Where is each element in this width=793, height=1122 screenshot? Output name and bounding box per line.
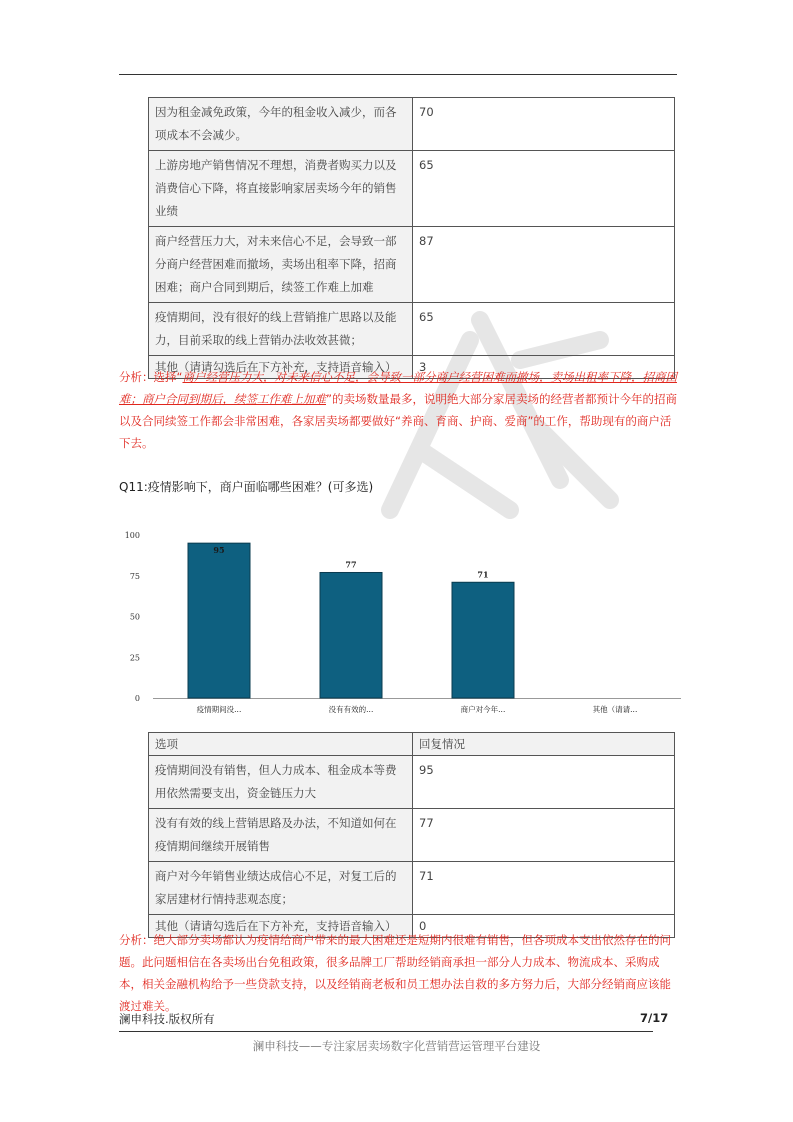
header-count: 回复情况 — [413, 733, 675, 756]
option-cell: 因为租金减免政策，今年的租金收入减少，而各项成本不会减少。 — [149, 98, 413, 151]
analysis-paragraph-2: 分析：绝大部分卖场都认为疫情给商户带来的最大困难还是短期内很难有销售，但各项成本支出依然存在的问题。此问题相信在各卖场出台免租政策，很多品牌工厂帮助经销商承担一部分人力成本、物流成本、采购成本，相关金融机构给予一些贷款支持，以及经销商老板和员工想办法自救的多方努力后，大部分经销商应该能渡过难关。 — [119, 933, 671, 1013]
table-row — [149, 809, 675, 862]
count-cell: 3 — [413, 356, 675, 379]
bar — [320, 572, 382, 698]
x-tick-label: 没有有效的... — [328, 705, 374, 714]
analysis-paragraph-1 — [119, 366, 679, 454]
table-row — [149, 303, 675, 356]
reason-table — [148, 97, 675, 379]
option-cell: 其他（请请勾选后在下方补充，支持语音输入） — [149, 915, 413, 938]
count-cell: 77 — [413, 809, 675, 862]
y-tick-label: 25 — [129, 653, 140, 663]
data-label: 71 — [477, 569, 489, 580]
option-cell: 商户对今年销售业绩达成信心不足，对复工后的家居建材行情持悲观态度； — [149, 862, 413, 915]
table-row — [149, 151, 675, 227]
analysis-highlight: 商户经营压力大，对未来信心不足，会导致一部分商户经营困难而撤场，卖场出租率下降，招商困难；商户合同到期后，续签工作难上加难 — [119, 370, 677, 406]
footer-tagline: 澜申科技——专注家居卖场数字化营销营运管理平台建设 — [252, 1039, 541, 1053]
table-row — [149, 862, 675, 915]
bar — [452, 582, 514, 698]
count-cell: 70 — [413, 98, 675, 151]
x-tick-label: 疫情期间没... — [196, 705, 242, 714]
table-header-row — [149, 733, 675, 756]
footer-rule — [119, 1031, 653, 1032]
header-rule — [119, 74, 677, 75]
count-cell: 65 — [413, 151, 675, 227]
analysis-prefix: 分析：选择“ — [119, 370, 183, 384]
y-tick-label: 100 — [124, 531, 140, 540]
count-cell: 95 — [413, 756, 675, 809]
option-cell: 没有有效的线上营销思路及办法，不知道如何在疫情期间继续开展销售 — [149, 809, 413, 862]
copyright-text: 澜申科技.版权所有 — [119, 1012, 215, 1026]
option-cell: 疫情期间，没有很好的线上营销推广思路以及能力，目前采取的线上营销办法收效甚微； — [149, 303, 413, 356]
x-tick-label: 其他（请请... — [592, 705, 638, 714]
count-cell: 87 — [413, 227, 675, 303]
option-cell: 商户经营压力大，对未来信心不足，会导致一部分商户经营困难而撤场，卖场出租率下降，招商困难；商户合同到期后，续签工作难上加难 — [149, 227, 413, 303]
y-tick-label: 50 — [129, 612, 140, 622]
count-cell: 65 — [413, 303, 675, 356]
y-tick-label: 0 — [134, 694, 140, 703]
x-tick-label: 商户对今年... — [460, 705, 506, 714]
data-label: 95 — [213, 545, 225, 556]
table-row — [149, 98, 675, 151]
option-cell: 其他（请请勾选后在下方补充，支持语音输入） — [149, 356, 413, 379]
analysis-suffix: ”的卖场数量最多，说明绝大部分家居卖场的经营者都预计今年的招商以及合同续签工作都会非常困难，各家居卖场都要做好“养商、育商、护商、爱商”的工作，帮助现有的商户活下去。 — [119, 392, 677, 450]
y-tick-label: 75 — [129, 571, 140, 581]
count-cell: 0 — [413, 915, 675, 938]
option-cell: 疫情期间没有销售，但人力成本、租金成本等费用依然需要支出，资金链压力大 — [149, 756, 413, 809]
bar-chart — [115, 525, 685, 725]
count-cell: 71 — [413, 862, 675, 915]
table-row — [149, 756, 675, 809]
option-cell: 上游房地产销售情况不理想，消费者购买力以及消费信心下降，将直接影响家居卖场今年的销售业绩 — [149, 151, 413, 227]
page-number: 7/17 — [640, 1011, 669, 1025]
question-title: Q11:疫情影响下，商户面临哪些困难？(可多选) — [119, 480, 374, 494]
header-option: 选项 — [149, 733, 413, 756]
table-row — [149, 227, 675, 303]
bar — [188, 543, 250, 698]
difficulty-table — [148, 732, 675, 938]
data-label: 77 — [345, 559, 357, 570]
